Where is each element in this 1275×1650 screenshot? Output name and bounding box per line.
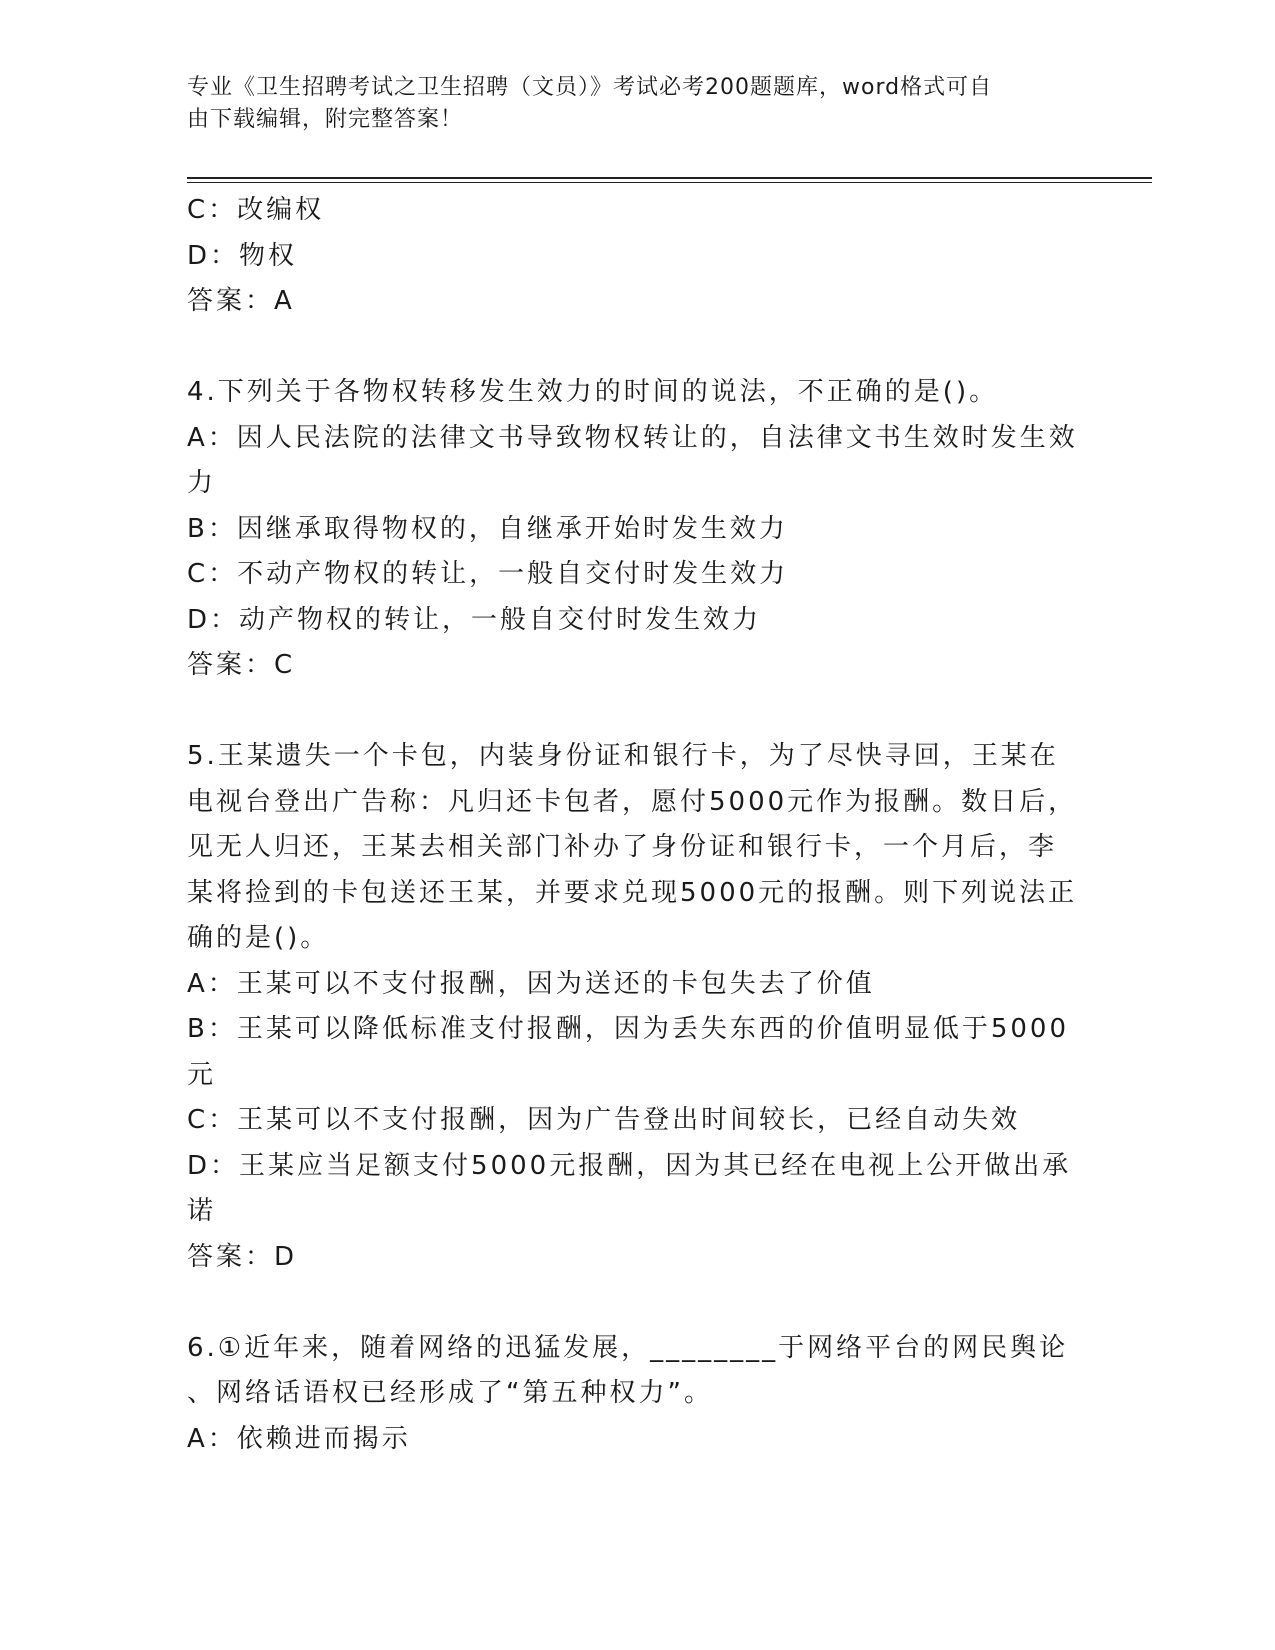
q3-option-c: C：改编权 <box>187 195 325 225</box>
q6-option-a: A：依赖进而揭示 <box>187 1423 411 1454</box>
q4-answer: 答案：C <box>187 650 296 680</box>
q4-question: 4.下列关于各物权转移发生效力的时间的说法，不正确的是()。 <box>187 377 999 407</box>
q3-option-d: D：物权 <box>187 240 298 271</box>
spacer <box>187 1280 1087 1326</box>
document-body <box>187 188 1087 1462</box>
q5-question-line-4: 某将捡到的卡包送还王某，并要求兑现5000元的报酬。则下列说法正 <box>187 877 1078 908</box>
q5-option-a: A：王某可以不支付报酬，因为送还的卡包失去了价值 <box>187 968 875 999</box>
q5-option-b-line-2: 元 <box>187 1059 217 1090</box>
q5-option-d-line-1: D：王某应当足额支付5000元报酬，因为其已经在电视上公开做出承 <box>187 1150 1072 1181</box>
header-divider-thick <box>187 177 1152 179</box>
q5-option-b-line-1: B：王某可以降低标准支付报酬，因为丢失东西的价值明显低于5000 <box>187 1014 1070 1044</box>
q4-option-b: B：因继承取得物权的，自继承开始时发生效力 <box>187 513 788 544</box>
q6-question-line-1: 6.①近年来，随着网络的迅猛发展，________于网络平台的网民舆论 <box>187 1332 1069 1363</box>
q5-question-line-3: 见无人归还，王某去相关部门补办了身份证和银行卡，一个月后，李 <box>187 832 1058 862</box>
q5-option-c: C：王某可以不支付报酬，因为广告登出时间较长，已经自动失效 <box>187 1105 1021 1135</box>
header-line-1: 专业《卫生招聘考试之卫生招聘（文员）》考试必考200题题库，word格式可自 <box>187 75 993 100</box>
q5-answer: 答案：D <box>187 1241 298 1272</box>
q4-option-c: C：不动产物权的转让，一般自交付时发生效力 <box>187 559 789 589</box>
spacer <box>187 325 1087 371</box>
q6-question-line-2: 、网络话语权已经形成了“第五种权力”。 <box>187 1378 713 1408</box>
q4-option-a-line-1: A：因人民法院的法律文书导致物权转让的，自法律文书生效时发生效 <box>187 422 1078 453</box>
q5-question-line-1: 5.王某遗失一个卡包，内装身份证和银行卡，为了尽快寻回，王某在 <box>187 741 1059 771</box>
q4-option-a-line-2: 力 <box>187 468 217 498</box>
q5-question-line-5: 确的是()。 <box>187 923 330 953</box>
q3-answer: 答案：A <box>187 286 295 316</box>
header-line-2: 由下载编辑，附完整答案！ <box>187 107 464 132</box>
q5-question-line-2: 电视台登出广告称：凡归还卡包者，愿付5000元作为报酬。数日后， <box>187 786 1078 817</box>
document-header <box>187 72 1087 136</box>
q4-option-d: D：动产物权的转让，一般自交付时发生效力 <box>187 604 762 635</box>
header-divider-thin <box>187 182 1152 183</box>
spacer <box>187 689 1087 735</box>
q5-option-d-line-2: 诺 <box>187 1196 217 1226</box>
